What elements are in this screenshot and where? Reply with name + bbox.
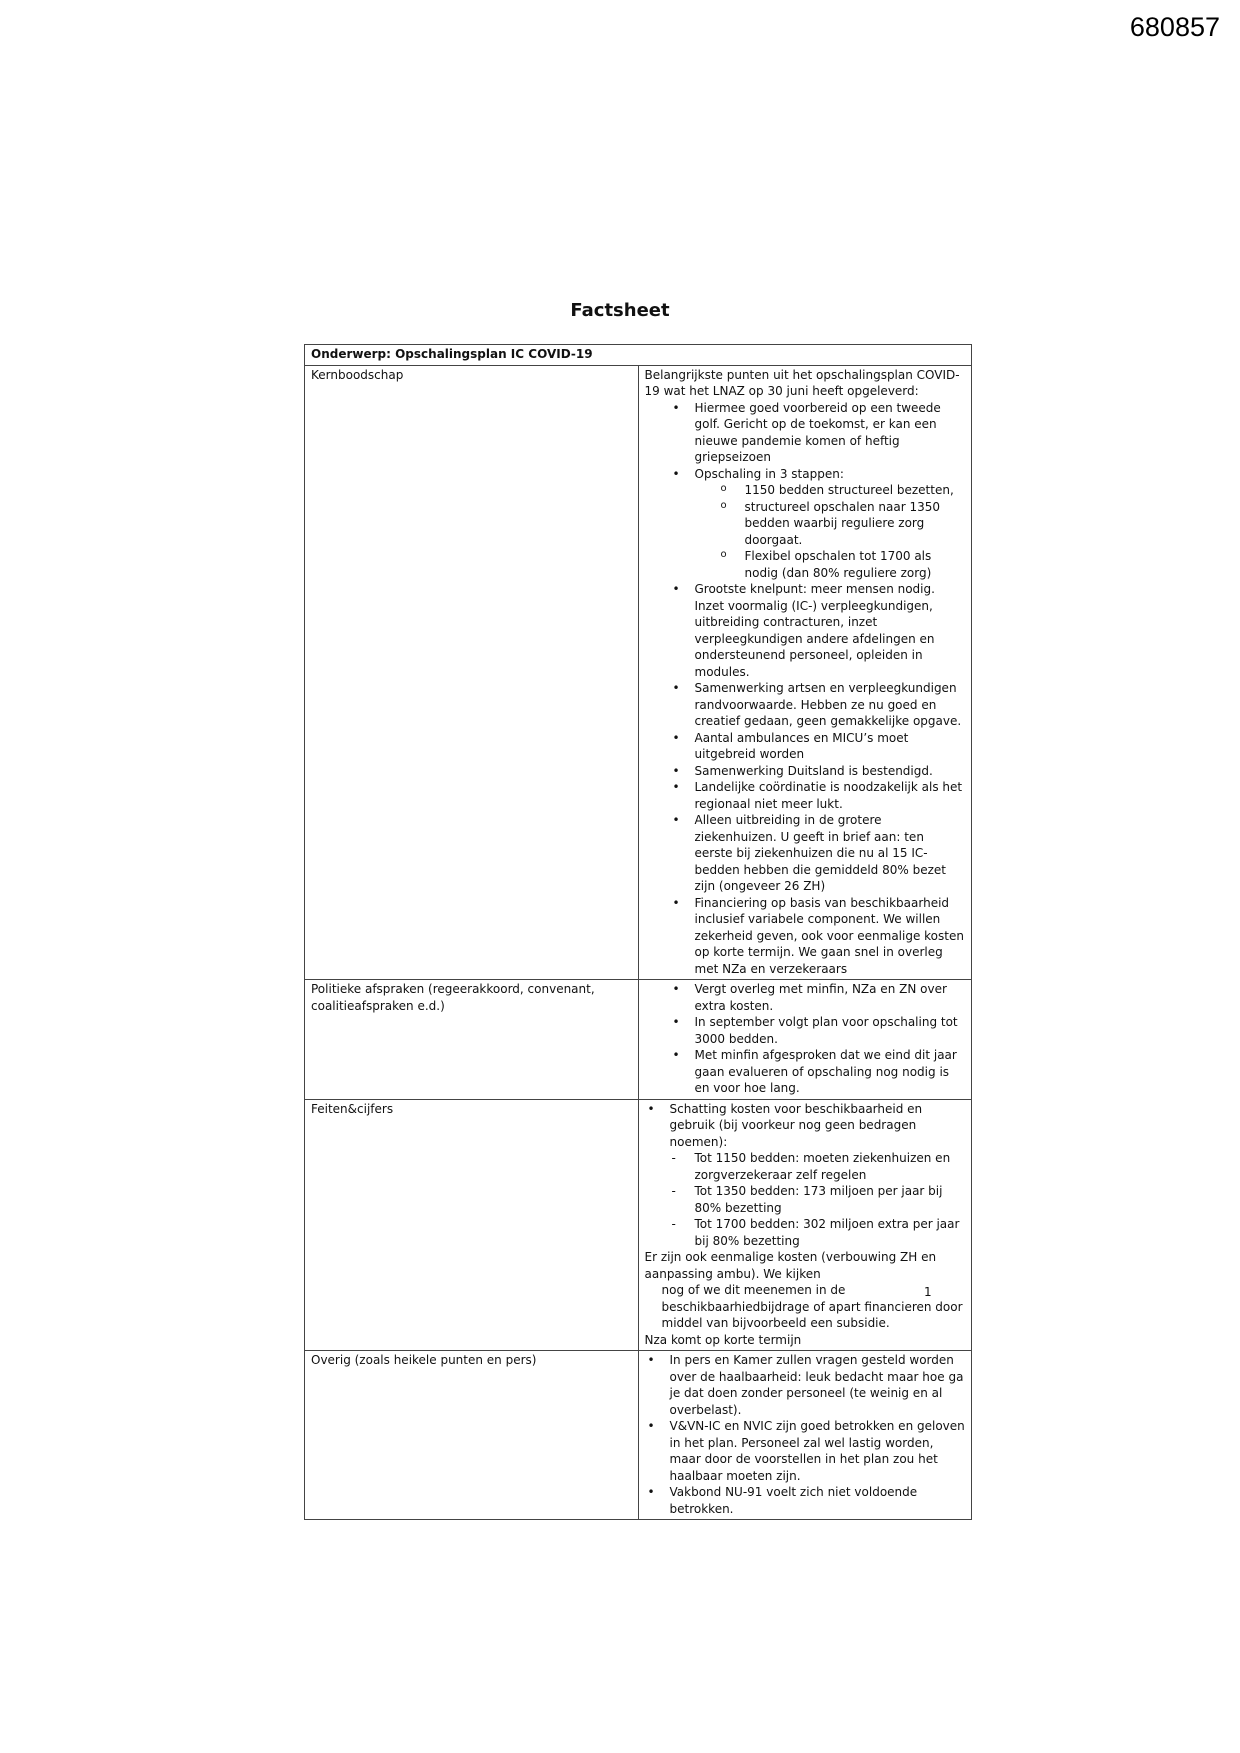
- list-item: • Landelijke coördinatie is noodzakelijk als het regionaal niet meer lukt.: [695, 779, 966, 812]
- content-overig: [638, 1351, 972, 1520]
- page-title: Factsheet: [570, 300, 670, 321]
- cost-item: - Tot 1350 bedden: 173 miljoen per jaar bij 80% bezetting: [695, 1183, 966, 1216]
- content-kernboodschap: [638, 365, 972, 980]
- step-item: o 1150 bedden structureel bezetten,: [745, 482, 966, 499]
- row-overig: [305, 1351, 972, 1520]
- list-item: [695, 466, 966, 582]
- list-item: • In pers en Kamer zullen vragen gesteld worden over de haalbaarheid: leuk bedacht maar hoe ga je dat doen zonder personeel (te weinig en al overbelast).: [670, 1352, 966, 1418]
- list-item: • Financiering op basis van beschikbaarheid inclusief variabele component. We willen zekerheid geven, ook voor eenmalige kosten op korte termijn. We gaan snel in overleg met NZa en verzekeraars: [695, 895, 966, 978]
- list-item: • Vakbond NU-91 voelt zich niet voldoende betrokken.: [670, 1484, 966, 1517]
- steps-list: [695, 482, 966, 581]
- list-item-text: Schatting kosten voor beschikbaarheid en gebruik (bij voorkeur nog geen bedragen noemen):: [669, 1101, 923, 1149]
- list-item: • Samenwerking Duitsland is bestendigd.: [695, 763, 966, 780]
- list-item-text: Opschaling in 3 stappen:: [694, 466, 844, 481]
- politiek-list: [645, 981, 966, 1097]
- list-item: • Vergt overleg met minfin, NZa en ZN over extra kosten.: [695, 981, 966, 1014]
- label-kernboodschap: Kernboodschap: [305, 365, 639, 980]
- row-politieke-afspraken: [305, 980, 972, 1100]
- nza-note: Nza komt op korte termijn: [644, 1332, 802, 1347]
- overig-list: [645, 1352, 966, 1517]
- list-item: [670, 1101, 966, 1250]
- one-off-costs-first-line: Er zijn ook eenmalige kosten (verbouwing ZH en aanpassing ambu). We kijken: [644, 1250, 937, 1281]
- row-feiten-cijfers: [305, 1099, 972, 1351]
- kern-list: [645, 400, 966, 978]
- kern-intro: Belangrijkste punten uit het opschalingsplan COVID-19 wat het LNAZ op 30 juni heeft opgeleverd:: [644, 367, 960, 398]
- list-item: • Hiermee goed voorbereid op een tweede golf. Gericht op de toekomst, er kan een nieuwe pandemie komen of heftig griepseizoen: [695, 400, 966, 466]
- step-item: o structureel opschalen naar 1350 bedden waarbij reguliere zorg doorgaat.: [745, 499, 966, 549]
- page-number: 1: [924, 1285, 932, 1299]
- row-kernboodschap: [305, 365, 972, 980]
- content-feiten-cijfers: [638, 1099, 972, 1351]
- document-number: 680857: [1129, 12, 1220, 42]
- label-politieke-afspraken: Politieke afspraken (regeerakkoord, convenant, coalitieafspraken e.d.): [305, 980, 639, 1100]
- feiten-list: [645, 1101, 966, 1250]
- list-item: • V&VN-IC en NVIC zijn goed betrokken en geloven in het plan. Personeel zal wel lastig worden, maar door de voorstellen in het plan zou het haalbaar moeten zijn.: [670, 1418, 966, 1484]
- subject-cell: Onderwerp: Opschalingsplan IC COVID-19: [305, 345, 972, 366]
- list-item: • Samenwerking artsen en verpleegkundigen randvoorwaarde. Hebben ze nu goed en creatief gedaan, geen gemakkelijke opgave.: [695, 680, 966, 730]
- list-item: • Grootste knelpunt: meer mensen nodig. Inzet voormalig (IC-) verpleegkundigen, uitbreiding contracturen, inzet verpleegkundigen andere afdelingen en ondersteunend personeel, opleiden in modules.: [695, 581, 966, 680]
- label-feiten-cijfers: Feiten&cijfers: [305, 1099, 639, 1351]
- list-item: • In september volgt plan voor opschaling tot 3000 bedden.: [695, 1014, 966, 1047]
- cost-item: - Tot 1150 bedden: moeten ziekenhuizen en zorgverzekeraar zelf regelen: [695, 1150, 966, 1183]
- list-item: • Met minfin afgesproken dat we eind dit jaar gaan evalueren of opschaling nog nodig is en voor hoe lang.: [695, 1047, 966, 1097]
- cost-item: - Tot 1700 bedden: 302 miljoen extra per jaar bij 80% bezetting: [695, 1216, 966, 1249]
- subject-row: [305, 345, 972, 366]
- content-politieke-afspraken: [638, 980, 972, 1100]
- list-item: • Aantal ambulances en MICU’s moet uitgebreid worden: [695, 730, 966, 763]
- label-overig: Overig (zoals heikele punten en pers): [305, 1351, 639, 1520]
- one-off-costs-rest: nog of we dit meenemen in de beschikbaarhiedbijdrage of apart financieren door middel van bijvoorbeeld een subsidie.: [661, 1283, 963, 1330]
- step-item: o Flexibel opschalen tot 1700 als nodig (dan 80% reguliere zorg): [745, 548, 966, 581]
- factsheet-table: [304, 344, 972, 1520]
- cost-list: [670, 1150, 966, 1249]
- list-item: • Alleen uitbreiding in de grotere ziekenhuizen. U geeft in brief aan: ten eerste bij ziekenhuizen die nu al 15 IC-bedden hebben die gemiddeld 80% bezet zijn (ongeveer 26 ZH): [695, 812, 966, 895]
